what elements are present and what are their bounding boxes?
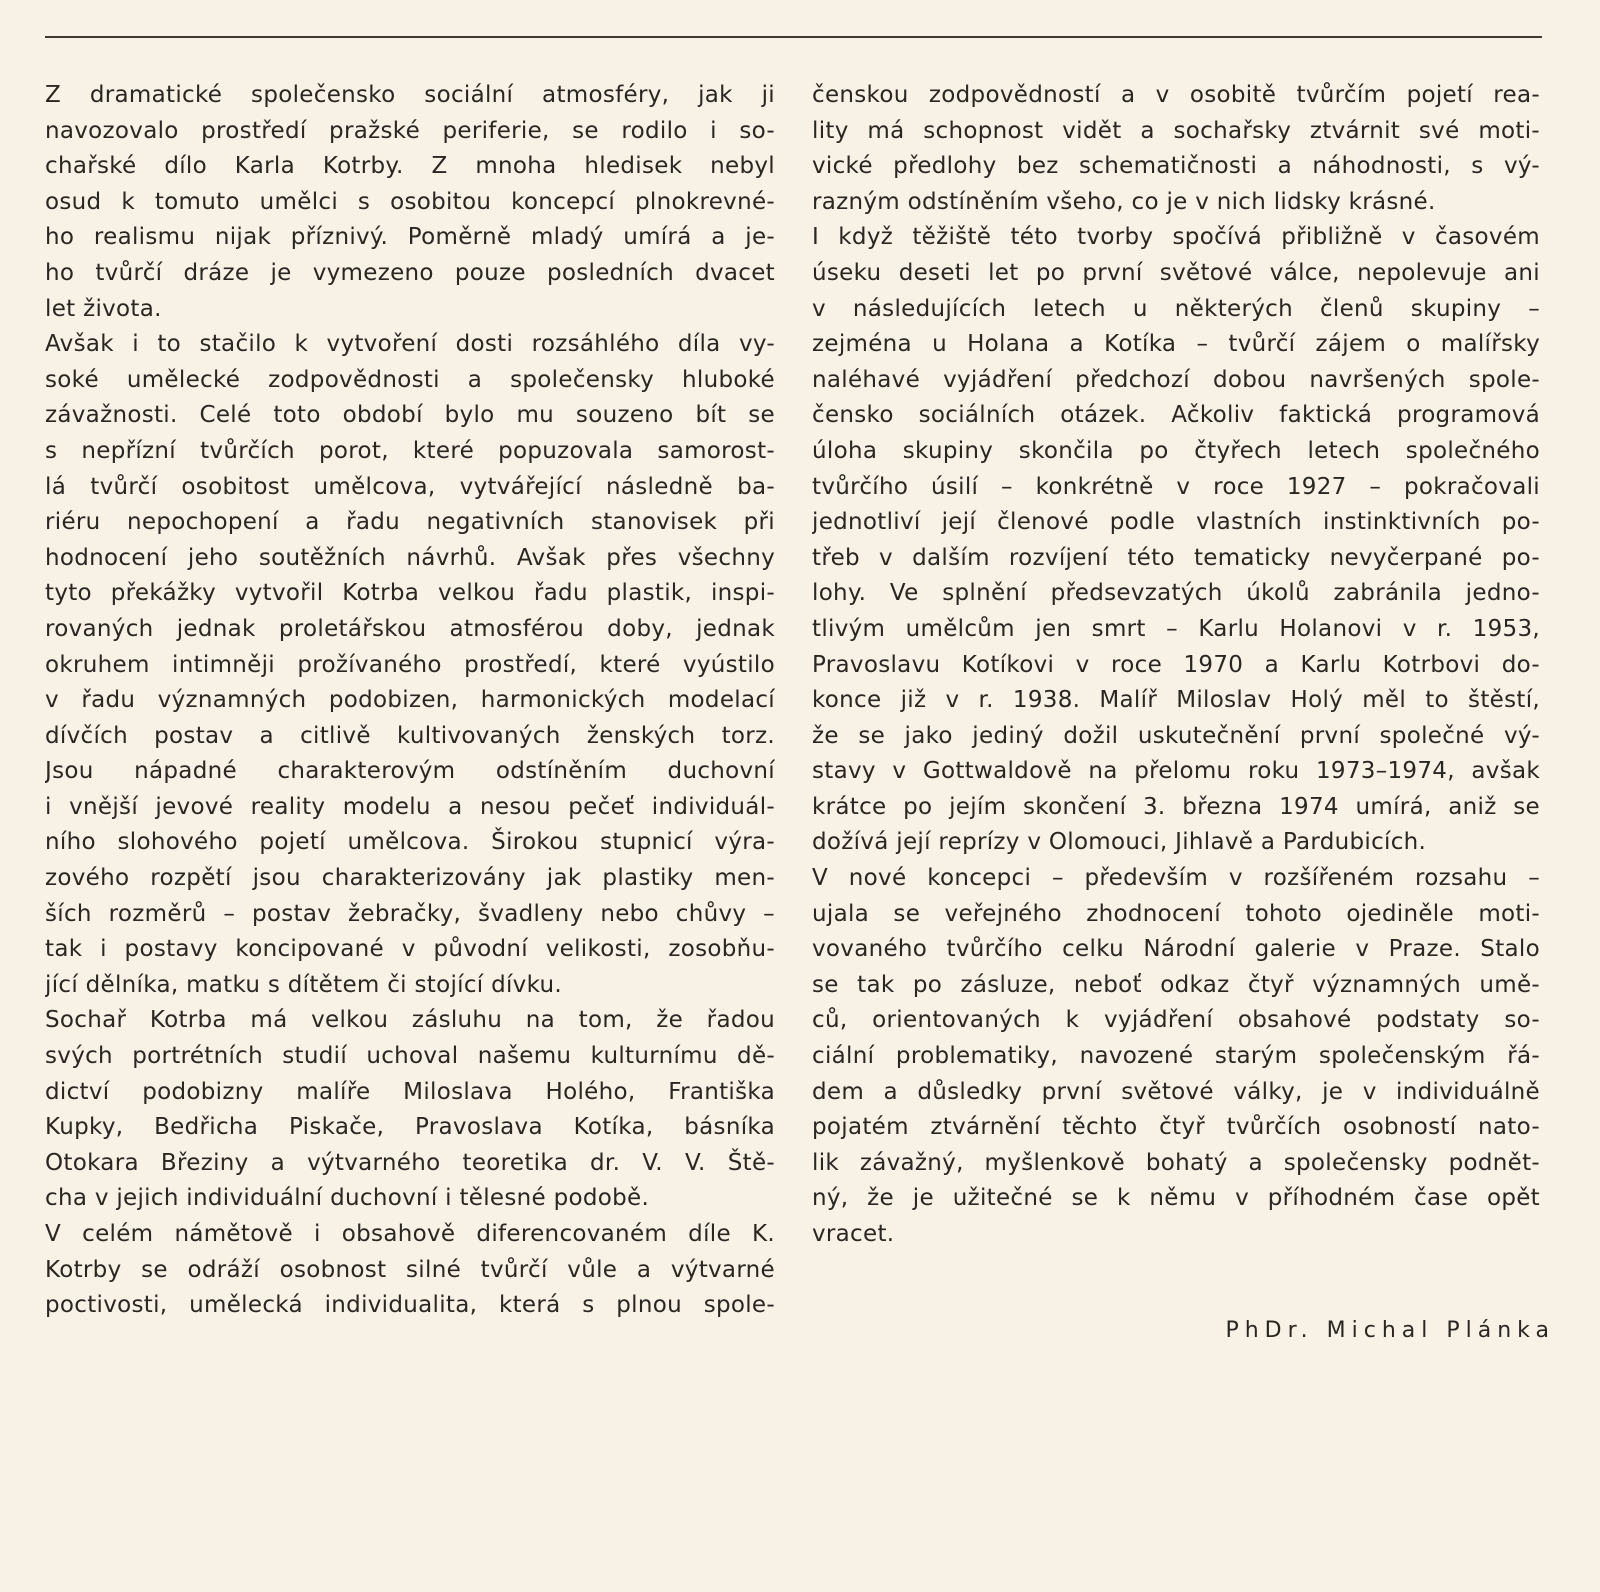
text-line: i vnější jevové reality modelu a nesou pečeť individuál-	[45, 793, 775, 820]
text-line: krátce po jejím skončení 3. března 1974 umírá, aniž se	[812, 793, 1540, 820]
text-line: ciální problematiky, navozené starým společenským řá-	[812, 1043, 1540, 1070]
author-signature: PhDr. Michal Plánka	[1225, 1318, 1555, 1343]
text-line: cha v jejich individuální duchovní i tělesné podobě.	[45, 1185, 650, 1212]
text-line: lohy. Ve splnění předsevzatých úkolů zabránila jedno-	[812, 580, 1540, 607]
text-line: lity má schopnost vidět a sochařsky ztvárnit své moti-	[812, 117, 1540, 144]
text-line: naléhavé vyjádření předchozí dobou navršených spole-	[812, 366, 1540, 393]
text-line: Kupky, Bedřicha Piskače, Pravoslava Kotíka, básníka	[45, 1114, 775, 1141]
text-line: že se jako jediný dožil uskutečnění první společné vý-	[812, 722, 1540, 749]
text-line: tak i postavy koncipované v původní velikosti, zosobňu-	[45, 936, 775, 963]
text-line: razným odstíněním všeho, co je v nich lidsky krásné.	[812, 188, 1436, 215]
text-line: ho realismu nijak příznivý. Poměrně mladý umírá a je-	[45, 224, 775, 251]
text-line: dívčích postav a citlivě kultivovaných ženských torz.	[45, 722, 775, 749]
text-line: v následujících letech u některých členů skupiny –	[812, 295, 1540, 322]
text-line: osud k tomuto umělci s osobitou koncepcí plnokrevné-	[45, 188, 775, 215]
text-line: Kotrby se odráží osobnost silné tvůrčí vůle a výtvarné	[45, 1256, 775, 1283]
text-line: závažnosti. Celé toto období bylo mu souzeno bít se	[45, 402, 775, 429]
text-line: jednotliví její členové podle vlastních instinktivních po-	[812, 509, 1540, 536]
text-line: riéru nepochopení a řadu negativních stanovisek při	[45, 509, 775, 536]
text-line: poctivosti, umělecká individualita, která s plnou spole-	[45, 1292, 775, 1319]
text-line: jící dělníka, matku s dítětem či stojící dívku.	[45, 971, 562, 998]
text-line: vické předlohy bez schematičnosti a náhodnosti, s vý-	[812, 153, 1540, 180]
text-line: konce již v r. 1938. Malíř Miloslav Holý měl to štěstí,	[812, 687, 1540, 714]
text-line: zového rozpětí jsou charakterizovány jak plastiky men-	[45, 865, 775, 892]
text-line: chařské dílo Karla Kotrby. Z mnoha hledisek nebyl	[45, 153, 775, 180]
text-line: hodnocení jeho soutěžních návrhů. Avšak přes všechny	[45, 544, 775, 571]
text-line: tyto překážky vytvořil Kotrba velkou řadu plastik, inspi-	[45, 580, 775, 607]
text-line: Otokara Březiny a výtvarného teoretika dr. V. V. Ště-	[45, 1149, 775, 1176]
text-line: úseku deseti let po první světové válce, nepolevuje ani	[812, 259, 1540, 286]
text-line: vracet.	[812, 1221, 895, 1247]
text-line: svých portrétních studií uchoval našemu kulturnímu dě-	[45, 1043, 775, 1070]
text-line: Pravoslavu Kotíkovi v roce 1970 a Karlu Kotrbovi do-	[812, 651, 1540, 678]
text-line: dem a důsledky první světové války, je v individuálně	[812, 1078, 1540, 1105]
text-line: let života.	[45, 295, 162, 322]
text-line: v řadu významných podobizen, harmonických modelací	[45, 687, 775, 714]
text-line: okruhem intimněji prožívaného prostředí, které vyústilo	[45, 651, 775, 678]
text-line: třeb v dalším rozvíjení této tematicky nevyčerpané po-	[812, 544, 1540, 571]
text-line: zejména u Holana a Kotíka – tvůrčí zájem o malířsky	[812, 331, 1540, 358]
text-line: se tak po zásluze, neboť odkaz čtyř významných umě-	[812, 971, 1540, 998]
text-line: V nové koncepci – především v rozšířeném rozsahu –	[812, 865, 1540, 892]
text-line: ho tvůrčí dráze je vymezeno pouze posledních dvacet	[45, 259, 775, 286]
text-column-right	[812, 78, 1540, 1253]
text-column-left	[45, 78, 775, 1324]
text-line: ný, že je užitečné se k němu v příhodném čase opět	[812, 1185, 1540, 1212]
text-line: čensko sociálních otázek. Ačkoliv faktická programová	[812, 402, 1540, 429]
text-line: ších rozměrů – postav žebračky, švadleny nebo chůvy –	[45, 900, 775, 927]
text-line: tlivým umělcům jen smrt – Karlu Holanovi v r. 1953,	[812, 615, 1540, 642]
text-line: ců, orientovaných k vyjádření obsahové podstaty so-	[812, 1007, 1540, 1034]
text-line: ujala se veřejného zhodnocení tohoto ojediněle moti-	[812, 900, 1540, 927]
top-rule	[45, 36, 1542, 38]
text-line: navozovalo prostředí pražské periferie, se rodilo i so-	[45, 117, 775, 144]
text-line: Avšak i to stačilo k vytvoření dosti rozsáhlého díla vy-	[45, 331, 775, 358]
text-line: I když těžiště této tvorby spočívá přibližně v časovém	[812, 224, 1540, 251]
text-line: vovaného tvůrčího celku Národní galerie v Praze. Stalo	[812, 936, 1540, 963]
text-line: Jsou nápadné charakterovým odstíněním duchovní	[45, 758, 775, 785]
text-line: lá tvůrčí osobitost umělcova, vytvářející následně ba-	[45, 473, 775, 500]
text-line: lik závažný, myšlenkově bohatý a společensky podnět-	[812, 1149, 1540, 1176]
text-line: Sochař Kotrba má velkou zásluhu na tom, že řadou	[45, 1007, 775, 1034]
text-line: V celém námětově i obsahově diferencovaném díle K.	[45, 1221, 775, 1247]
text-line: Z dramatické společensko sociální atmosféry, jak ji	[45, 82, 775, 108]
text-line: ního slohového pojetí umělcova. Širokou stupnicí výra-	[45, 829, 775, 856]
text-line: rovaných jednak proletářskou atmosférou doby, jednak	[45, 615, 775, 642]
text-line: dictví podobizny malíře Miloslava Holého, Františka	[45, 1078, 775, 1105]
text-line: soké umělecké zodpovědnosti a společensky hluboké	[45, 366, 775, 393]
text-line: tvůrčího úsilí – konkrétně v roce 1927 – pokračovali	[812, 473, 1540, 500]
text-line: stavy v Gottwaldově na přelomu roku 1973–1974, avšak	[812, 758, 1540, 785]
text-line: úloha skupiny skončila po čtyřech letech společného	[812, 437, 1540, 464]
text-line: s nepřízní tvůrčích porot, které popuzovala samorost-	[45, 437, 775, 464]
text-line: dožívá její reprízy v Olomouci, Jihlavě a Pardubicích.	[812, 829, 1427, 856]
text-line: čenskou zodpovědností a v osobitě tvůrčím pojetí rea-	[812, 82, 1540, 108]
text-line: pojatém ztvárnění těchto čtyř tvůrčích osobností nato-	[812, 1114, 1540, 1141]
